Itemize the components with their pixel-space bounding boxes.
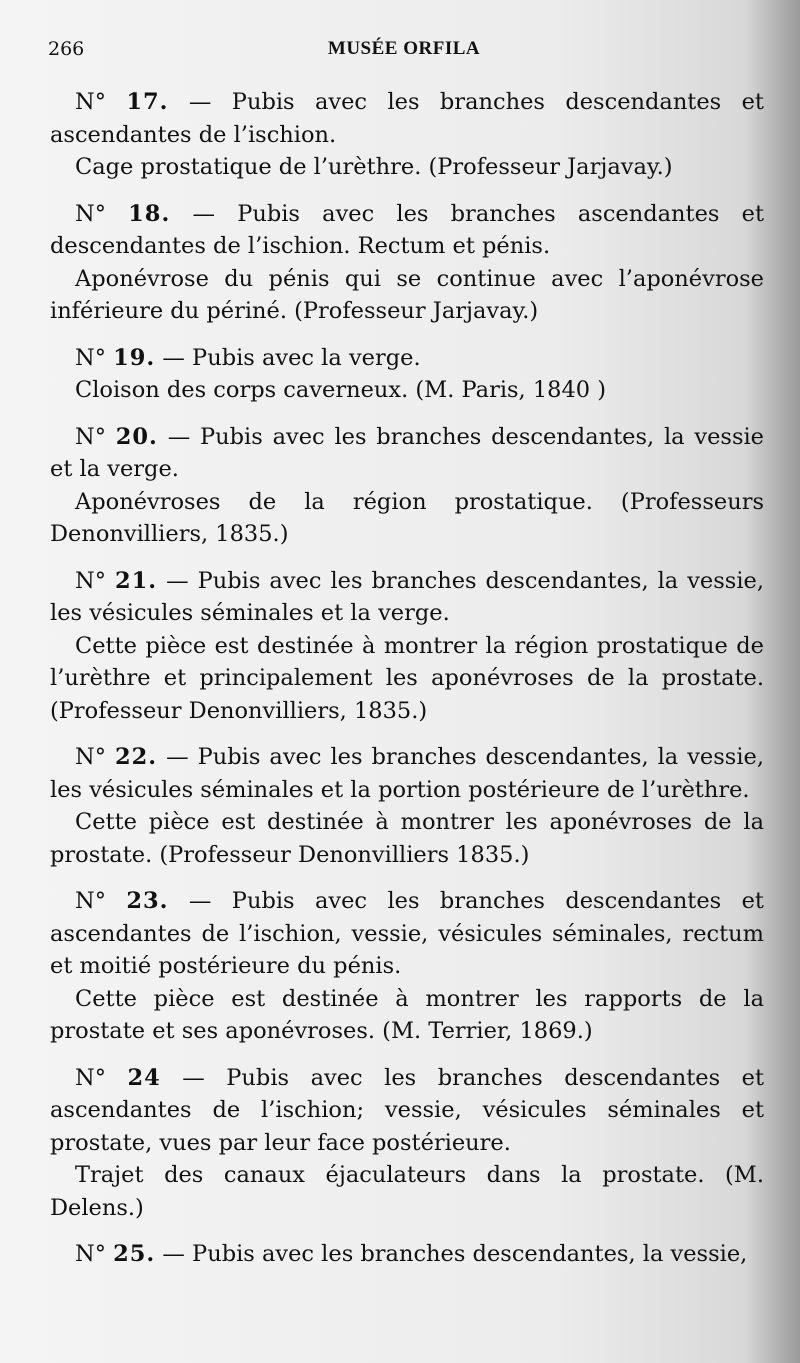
entry-description bbox=[50, 885, 764, 983]
catalog-entry-21 bbox=[50, 565, 764, 728]
entry-prefix: N° bbox=[75, 567, 106, 594]
page-number: 266 bbox=[48, 38, 85, 60]
entry-prefix: N° bbox=[75, 1064, 106, 1091]
entry-note: Aponévrose du pénis qui se continue avec l’aponévrose inférieure du périné. (Professeur Jarjavay.) bbox=[50, 265, 764, 324]
entry-description-text: — Pubis avec les branches descendantes, la vessie, les vésicules séminales et la portion postérieure de l’urèthre. bbox=[50, 744, 765, 803]
entry-description bbox=[50, 1238, 764, 1271]
entry-note: Cage prostatique de l’urèthre. (Professeur Jarjavay.) bbox=[75, 154, 673, 180]
catalog-entry-17 bbox=[50, 86, 764, 184]
entry-description bbox=[50, 342, 764, 375]
entry-note: Trajet des canaux éjaculateurs dans la prostate. (M. Delens.) bbox=[50, 1162, 764, 1221]
catalog-entry-18 bbox=[50, 198, 764, 328]
entry-description bbox=[50, 198, 764, 263]
running-title: MUSÉE ORFILA bbox=[327, 38, 481, 59]
entry-note: Cette pièce est destinée à montrer les rapports de la prostate et ses aponévroses. (M. Terrier, 1869.) bbox=[50, 985, 764, 1044]
catalog-entry-19 bbox=[50, 342, 764, 407]
entry-description-text: — Pubis avec les branches descendantes, la vessie, bbox=[162, 1241, 748, 1267]
entry-description-text: — Pubis avec les branches ascendantes et descendantes de l’ischion. Rectum et pénis. bbox=[50, 200, 765, 259]
catalog-entry-20 bbox=[50, 421, 764, 551]
entry-description-text: — Pubis avec les branches descendantes, la vessie et la verge. bbox=[50, 423, 765, 482]
entry-number: 19. bbox=[113, 344, 156, 371]
entry-number: 22. bbox=[114, 744, 158, 770]
entry-description bbox=[50, 421, 764, 486]
entry-prefix: N° bbox=[75, 200, 106, 227]
entry-number: 21. bbox=[114, 567, 158, 594]
entry-description bbox=[50, 86, 764, 151]
catalog-entry-25 bbox=[50, 1238, 764, 1271]
catalog-entry-23 bbox=[50, 885, 764, 1048]
entry-prefix: N° bbox=[75, 888, 106, 914]
entry-prefix: N° bbox=[75, 744, 106, 770]
catalog-entry-22 bbox=[50, 741, 764, 871]
entry-description bbox=[50, 741, 764, 806]
entry-number: 25. bbox=[113, 1241, 156, 1267]
entry-number: 17. bbox=[126, 89, 169, 115]
entry-description-text: — Pubis avec la verge. bbox=[162, 344, 421, 371]
entry-description bbox=[50, 1062, 764, 1160]
entry-prefix: N° bbox=[75, 423, 106, 450]
entry-note: Cette pièce est destinée à montrer les aponévroses de la prostate. (Professeur Denonvilliers 1835.) bbox=[50, 809, 764, 868]
catalog-entry-24 bbox=[50, 1062, 764, 1225]
page-header bbox=[48, 38, 760, 68]
entry-number: 18. bbox=[128, 200, 171, 227]
entry-description-text: — Pubis avec les branches descendantes et ascendantes de l’ischion, vessie, vésicules séminales, rectum et moitié postérieure du pénis. bbox=[50, 888, 764, 979]
entry-description-text: — Pubis avec les branches descendantes et ascendantes de l’ischion. bbox=[50, 89, 764, 148]
entry-prefix: N° bbox=[75, 1241, 106, 1267]
entry-description bbox=[50, 565, 764, 630]
entry-note: Cette pièce est destinée à montrer la région prostatique de l’urèthre et principalement les aponévroses de la prostate. (Professeur Denonvilliers, 1835.) bbox=[50, 632, 764, 724]
entry-description-text: — Pubis avec les branches descendantes et ascendantes de l’ischion; vessie, vésicules séminales et prostate, vues par leur face postérieure. bbox=[50, 1064, 764, 1156]
catalog-entries bbox=[50, 86, 764, 1285]
entry-number: 20. bbox=[115, 423, 158, 450]
entry-prefix: N° bbox=[75, 89, 106, 115]
entry-description-text: — Pubis avec les branches descendantes, la vessie, les vésicules séminales et la verge. bbox=[50, 567, 765, 626]
entry-note: Cloison des corps caverneux. (M. Paris, 1840 ) bbox=[75, 377, 607, 403]
entry-prefix: N° bbox=[75, 344, 106, 371]
entry-number: 23. bbox=[126, 888, 169, 914]
entry-note: Aponévroses de la région prostatique. (Professeurs Denonvilliers, 1835.) bbox=[50, 488, 764, 547]
entry-number: 24 bbox=[127, 1064, 161, 1091]
